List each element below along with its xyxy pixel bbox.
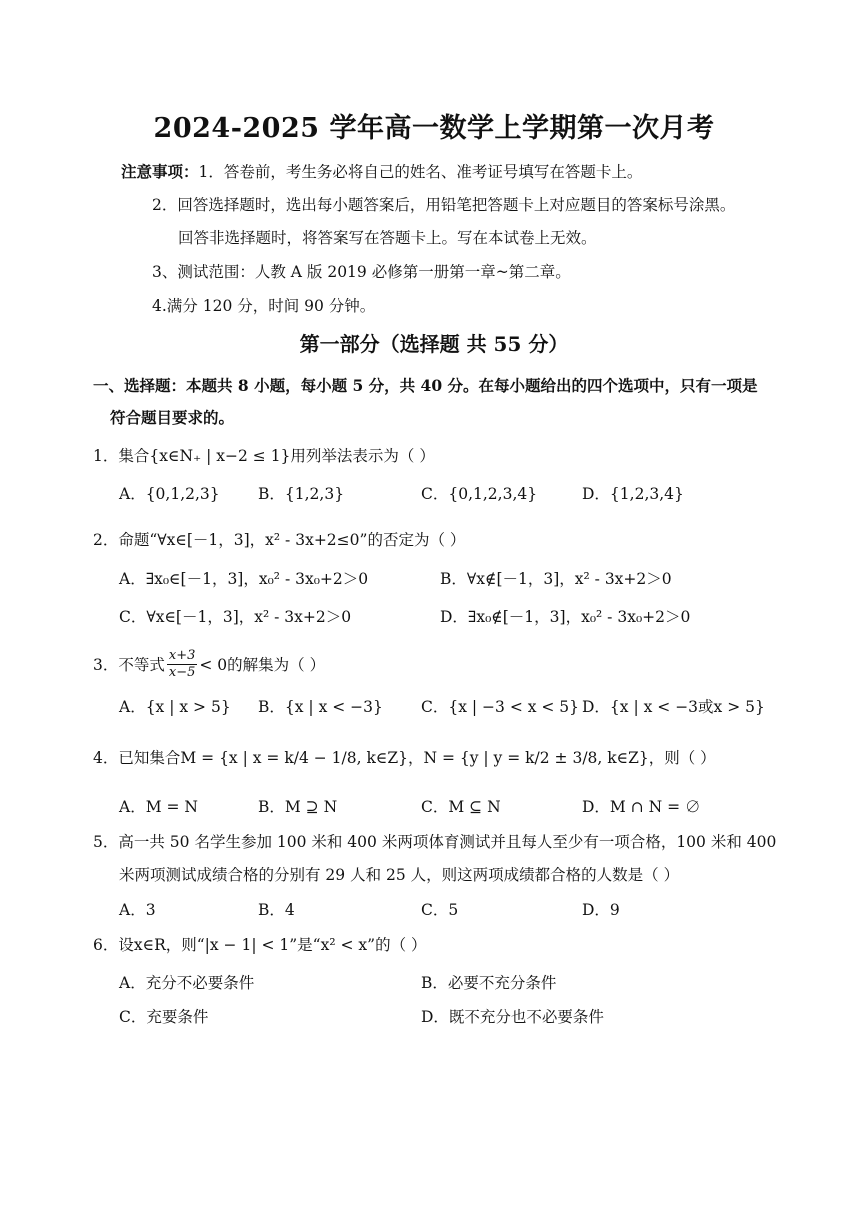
question-1-stem: 1．集合{x∈N₊ | x−2 ≤ 1}用列举法表示为（ ） — [93, 447, 435, 465]
q6-option-c: C．充要条件 — [119, 1008, 209, 1026]
page-title: 2024-2025 学年高一数学上学期第一次月考 — [153, 113, 715, 144]
q1-option-a: A．{0,1,2,3} — [119, 485, 220, 503]
q3-fraction — [167, 648, 198, 681]
q3-option-b: B．{x | x < −3} — [258, 698, 383, 716]
section1-line-2: 符合题目要求的。 — [110, 408, 235, 427]
notes-item-2b: 回答非选择题时，将答案写在答题卡上。写在本试卷上无效。 — [178, 229, 597, 247]
question-3-stem — [93, 648, 325, 688]
question-5-stem-line-2: 米两项测试成绩合格的分别有 29 人和 25 人，则这两项成绩都合格的人数是（ ） — [119, 866, 680, 884]
q1-option-b: B．{1,2,3} — [258, 485, 345, 503]
notes-label: 注意事项： — [121, 162, 199, 181]
part1-title: 第一部分（选择题 共 55 分） — [299, 332, 569, 356]
q2-option-c: C．∀x∈[－1，3]，x² - 3x+2＞0 — [119, 608, 352, 626]
question-2-stem: 2．命题“∀x∈[－1，3]，x² - 3x+2≤0”的否定为（ ） — [93, 531, 466, 549]
q4-option-a: A．M = N — [119, 798, 198, 816]
q5-option-c: C．5 — [421, 901, 459, 919]
q1-option-c: C．{0,1,2,3,4} — [421, 485, 538, 503]
question-5-stem-line-1: 5．高一共 50 名学生参加 100 米和 400 米两项体育测试并且每人至少有一项合格，100 米和 400 — [93, 833, 777, 851]
q3-option-c: C．{x | −3 < x < 5} — [421, 698, 580, 716]
q6-option-b: B．必要不充分条件 — [421, 974, 557, 992]
q3-stem-suffix: < 0的解集为（ ） — [199, 655, 326, 674]
notes-item-4: 4.满分 120 分，时间 90 分钟。 — [152, 297, 376, 315]
question-6-stem: 6．设x∈R，则“|x − 1| < 1”是“x² < x”的（ ） — [93, 936, 427, 954]
q3-fraction-denominator: x−5 — [168, 665, 196, 680]
q1-option-d: D．{1,2,3,4} — [582, 485, 684, 503]
q3-stem-prefix: 3．不等式 — [93, 655, 165, 674]
q6-option-a: A．充分不必要条件 — [119, 974, 255, 992]
q5-option-d: D．9 — [582, 901, 620, 919]
q2-option-d: D．∃x₀∉[－1，3]，x₀² - 3x₀+2＞0 — [440, 608, 691, 626]
notes-item-2a: 2．回答选择题时，选出每小题答案后，用铅笔把答题卡上对应题目的答案标号涂黑。 — [152, 196, 736, 214]
q5-option-a: A．3 — [119, 901, 156, 919]
section1-line-1: 一、选择题：本题共 8 小题，每小题 5 分，共 40 分。在每小题给出的四个选项中，只有一项是 — [93, 376, 758, 395]
q5-option-b: B．4 — [258, 901, 295, 919]
q2-option-a: A．∃x₀∈[－1，3]，x₀² - 3x₀+2＞0 — [119, 570, 369, 588]
notes-item-3: 3、测试范围：人教 A 版 2019 必修第一册第一章~第二章。 — [152, 263, 571, 281]
notes-item-1: 1．答卷前，考生务必将自己的姓名、准考证号填写在答题卡上。 — [198, 163, 643, 181]
q4-option-c: C．M ⊆ N — [421, 798, 501, 816]
question-4-stem: 4．已知集合M = {x | x = k/4 − 1/8, k∈Z}，N = {y | y = k/2 ± 3/8, k∈Z}，则（ ） — [93, 749, 716, 767]
q4-option-b: B．M ⊇ N — [258, 798, 338, 816]
q3-option-d: D．{x | x < −3或x > 5} — [582, 698, 765, 716]
q6-option-d: D．既不充分也不必要条件 — [421, 1008, 604, 1026]
notes-line-1 — [121, 162, 642, 182]
q3-option-a: A．{x | x > 5} — [119, 698, 231, 716]
q3-fraction-numerator: x+3 — [168, 648, 196, 663]
q2-option-b: B．∀x∉[－1，3]，x² - 3x+2＞0 — [440, 570, 672, 588]
q4-option-d: D．M ∩ N = ∅ — [582, 798, 701, 816]
